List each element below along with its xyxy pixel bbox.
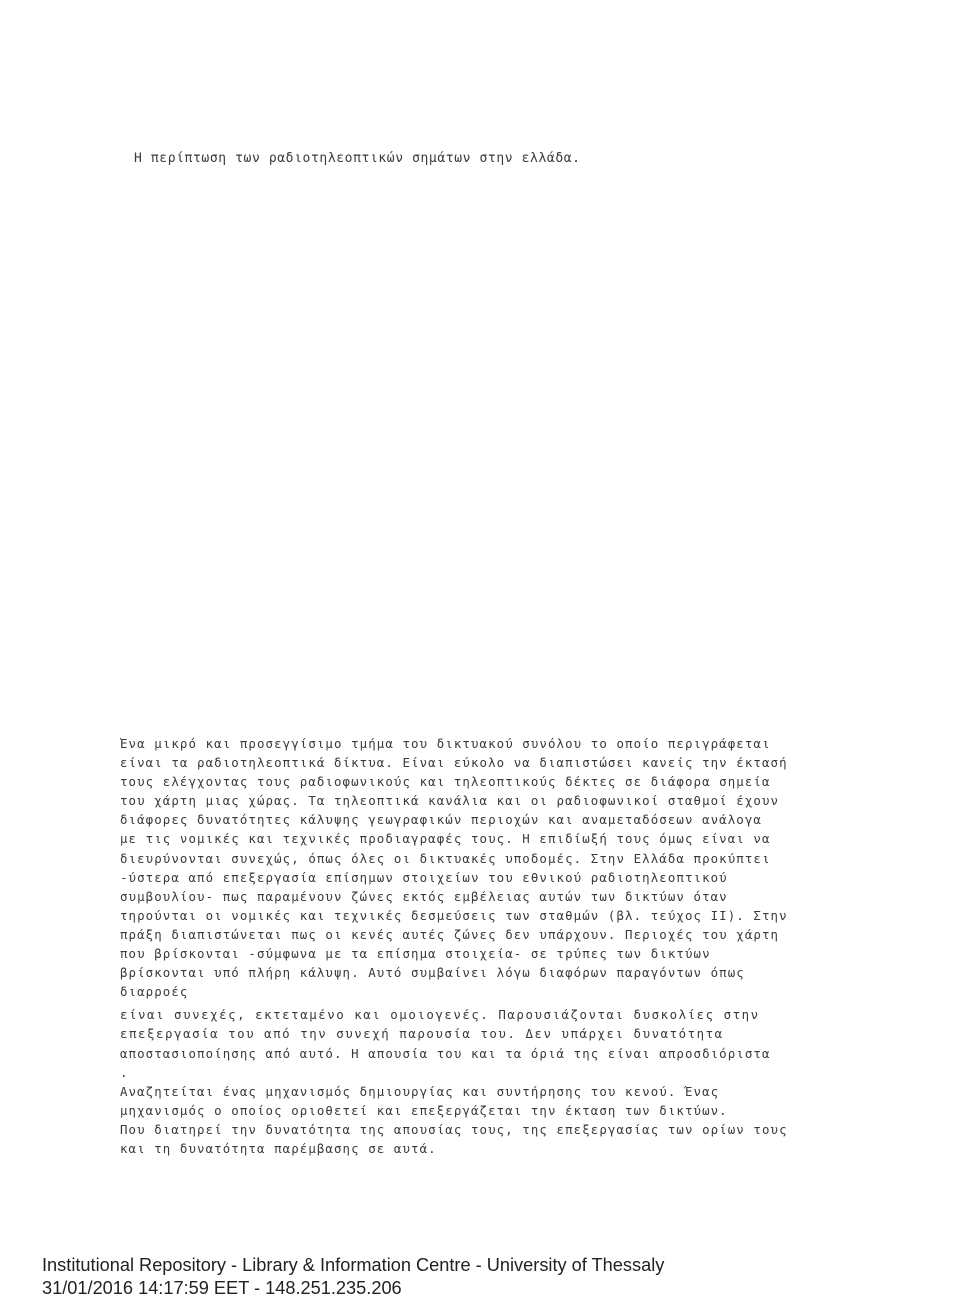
body-line: Που διατηρεί την δυνατότητα της απουσίας τους, της επεξεργασίας των ορίων τους <box>120 1121 788 1137</box>
body-line: διαρροές <box>120 984 189 1000</box>
body-line: -ύστερα από επεξεργασία επίσημων στοιχείων του εθνικού ραδιοτηλεοπτικού <box>120 869 728 885</box>
body-line: αποστασιοποίησης από αυτό. Η απουσία του και τα όριά της είναι απροσδιόριστα <box>120 1045 771 1061</box>
document-title: Η περίπτωση των ραδιοτηλεοπτικών σημάτων στην ελλάδα. <box>134 151 581 166</box>
body-line: διευρύνονται συνεχώς, όπως όλες οι δικτυακές υποδομές. Στην Ελλάδα προκύπτει <box>120 850 771 866</box>
body-line: με τις νομικές και τεχνικές προδιαγραφές τους. Η επιδίωξή τους όμως είναι να <box>120 831 771 847</box>
body-line: Αναζητείται ένας μηχανισμός δημιουργίας και συντήρησης του κενού. Ένας <box>120 1083 720 1099</box>
body-line: διάφορες δυνατότητες κάλυψης γεωγραφικών περιοχών και αναμεταδόσεων ανάλογα <box>120 812 762 828</box>
body-line: . <box>120 1064 129 1080</box>
body-line: είναι συνεχές, εκτεταμένο και ομοιογενές. Παρουσιάζονται δυσκολίες στην <box>120 1007 760 1023</box>
body-line: του χάρτη μιας χώρας. Τα τηλεοπτικά κανάλια και οι ραδιοφωνικοί σταθμοί έχουν <box>120 793 780 809</box>
body-line: μηχανισμός ο οποίος οριοθετεί και επεξεργάζεται την έκταση των δικτύων. <box>120 1102 728 1118</box>
body-line: που βρίσκονται -σύμφωνα με τα επίσημα στοιχεία- σε τρύπες των δικτύων <box>120 946 711 962</box>
body-line: βρίσκονται υπό πλήρη κάλυψη. Αυτό συμβαίνει λόγω διαφόρων παραγόντων όπως <box>120 965 745 981</box>
document-body <box>120 734 844 1158</box>
body-line: Ένα μικρό και προσεγγίσιμο τμήμα του δικτυακού συνόλου το οποίο περιγράφεται <box>120 736 771 751</box>
repository-name: Institutional Repository - Library & Information Centre - University of Thessaly <box>42 1255 665 1275</box>
body-line: τηρούνται οι νομικές και τεχνικές δεσμεύσεις των σταθμών (βλ. τεύχος II). Στην <box>120 907 788 923</box>
body-line: πράξη διαπιστώνεται πως οι κενές αυτές ζώνες δεν υπάρχουν. Περιοχές του χάρτη <box>120 926 780 942</box>
access-timestamp: 31/01/2016 14:17:59 EET - 148.251.235.206 <box>42 1278 402 1298</box>
body-line: και τη δυνατότητα παρέμβασης σε αυτά. <box>120 1140 437 1156</box>
body-line: είναι τα ραδιοτηλεοπτικά δίκτυα. Είναι εύκολο να διαπιστώσει κανείς την έκτασή <box>120 755 788 771</box>
body-line: τους ελέγχοντας τους ραδιοφωνικούς και τηλεοπτικούς δέκτες σε διάφορα σημεία <box>120 774 771 790</box>
body-line: συμβουλίου- πως παραμένουν ζώνες εκτός εμβέλειας αυτών των δικτύων όταν <box>120 888 728 904</box>
repository-footer <box>42 1254 664 1300</box>
body-line: επεξεργασία του από την συνεχή παρουσία του. Δεν υπάρχει δυνατότητα <box>120 1026 724 1042</box>
